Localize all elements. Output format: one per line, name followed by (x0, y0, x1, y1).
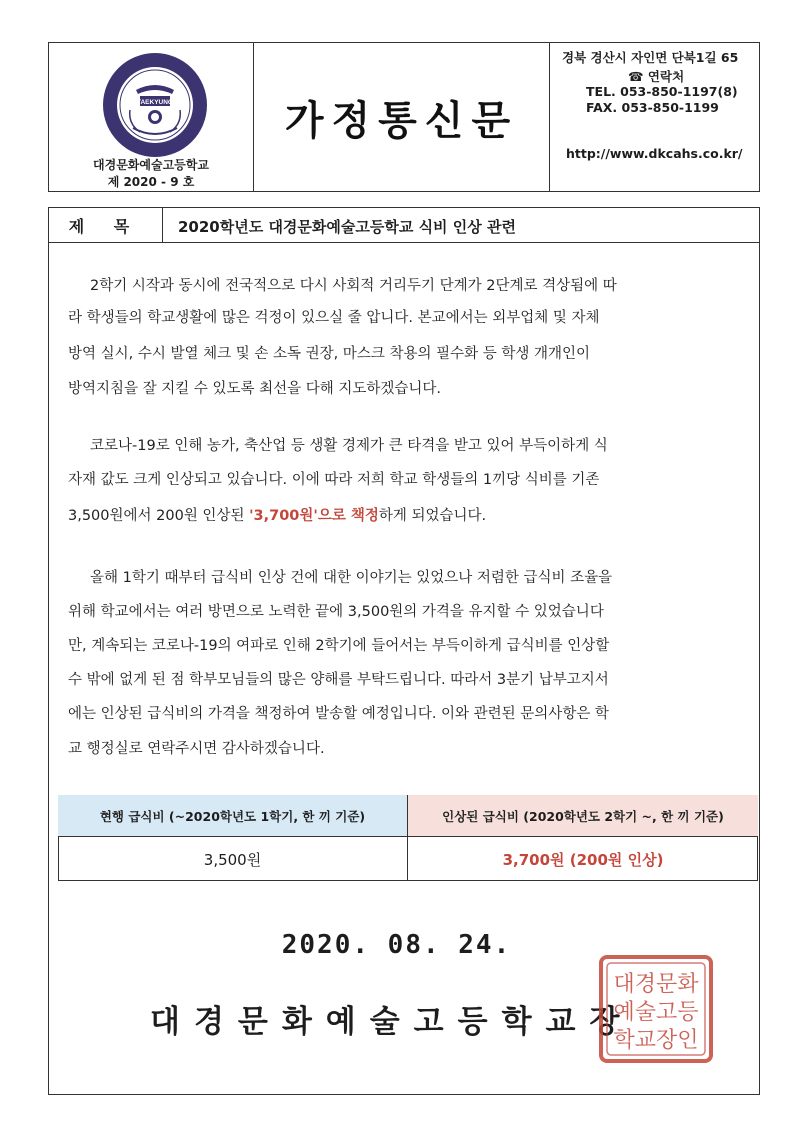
fax-number: FAX. 053-850-1199 (586, 100, 719, 115)
new-price-highlight: '3,700원'으로 책정 (249, 508, 379, 524)
paragraph-1-line-1: 2학기 시작과 동시에 전국적으로 다시 사회적 거리두기 단계가 2단계로 격상됨에 따 (90, 278, 617, 294)
school-address: 경북 경산시 자인면 단북1길 65 (562, 50, 739, 65)
paragraph-3-line-3: 만, 계속되는 코로나-19의 여파로 인해 2학기에 들어서는 부득이하게 급식비를 인상할 (68, 638, 610, 654)
seal-text-line-1: 대경문화 (613, 972, 699, 997)
school-logo (100, 50, 210, 160)
paragraph-1-line-2: 라 학생들의 학교생활에 많은 걱정이 있으실 줄 압니다. 본교에서는 외부업체 및 자체 (68, 310, 600, 326)
paragraph-3-line-5: 에는 인상된 급식비의 가격을 책정하여 발송할 예정입니다. 이와 관련된 문의사항은 학 (68, 706, 609, 722)
document-date: 2020. 08. 24. (281, 930, 512, 960)
telephone: TEL. 053-850-1197(8) (586, 84, 738, 99)
paragraph-2-line-1: 코로나-19로 인해 농가, 축산업 등 생활 경제가 큰 타격을 받고 있어 부득이하게 식 (90, 438, 608, 454)
logo-text: TAEKYUNG (137, 99, 173, 106)
issue-number: 제 2020 - 9 호 (107, 175, 195, 189)
paragraph-3-line-2: 위해 학교에서는 여러 방면으로 노력한 끝에 3,500원의 가격을 유지할 수 있었습니다 (68, 604, 604, 620)
subject-text: 2020학년도 대경문화예술고등학교 식비 인상 관련 (178, 218, 516, 236)
subject-label-cell (48, 207, 163, 243)
official-seal-stamp (597, 953, 715, 1065)
table-cell-new-fee: 3,700원 (200원 인상) (502, 850, 664, 869)
table-header-current-fee: 현행 급식비 (~2020학년도 1학기, 한 끼 기준) (58, 795, 408, 837)
principal-signature: 대경문화예술고등학교장 (150, 1004, 634, 1040)
seal-text-line-2: 예술고등 (613, 1000, 699, 1025)
paragraph-2-line-3-post: 하게 되었습니다. (378, 508, 487, 524)
paragraph-3-line-1: 올해 1학기 때부터 급식비 인상 건에 대한 이야기는 있었으나 저렴한 급식비 조율을 (90, 570, 613, 586)
website-url: http://www.dkcahs.co.kr/ (566, 146, 743, 161)
contact-label: ☎ 연락처 (628, 69, 685, 84)
table-cell-current-fee: 3,500원 (58, 837, 408, 881)
paragraph-3-line-4: 수 밖에 없게 된 점 학부모님들의 많은 양해를 부탁드립니다. 따라서 3분기 납부고지서 (68, 672, 609, 688)
paragraph-2-line-3-pre: 3,500원에서 200원 인상된 (68, 508, 250, 524)
paragraph-1-line-4: 방역지침을 잘 지킬 수 있도록 최선을 다해 지도하겠습니다. (68, 381, 442, 397)
seal-text-line-3: 학교장인 (613, 1028, 699, 1053)
school-name: 대경문화예술고등학교 (93, 158, 209, 172)
page-title: 가정통신문 (284, 97, 519, 144)
paragraph-2-line-3 (68, 504, 486, 525)
header-title-cell (254, 42, 550, 192)
table-header-new-fee: 인상된 급식비 (2020학년도 2학기 ~, 한 끼 기준) (408, 795, 758, 837)
paragraph-3-line-6: 교 행정실로 연락주시면 감사하겠습니다. (68, 741, 325, 757)
paragraph-2-line-2: 자재 값도 크게 인상되고 있습니다. 이에 따라 저희 학교 학생들의 1끼당 식비를 기존 (68, 472, 600, 488)
paragraph-1-line-3: 방역 실시, 수시 발열 체크 및 손 소독 권장, 마스크 착용의 필수화 등 학생 개개인이 (68, 346, 590, 362)
subject-label: 제 목 (68, 216, 142, 236)
